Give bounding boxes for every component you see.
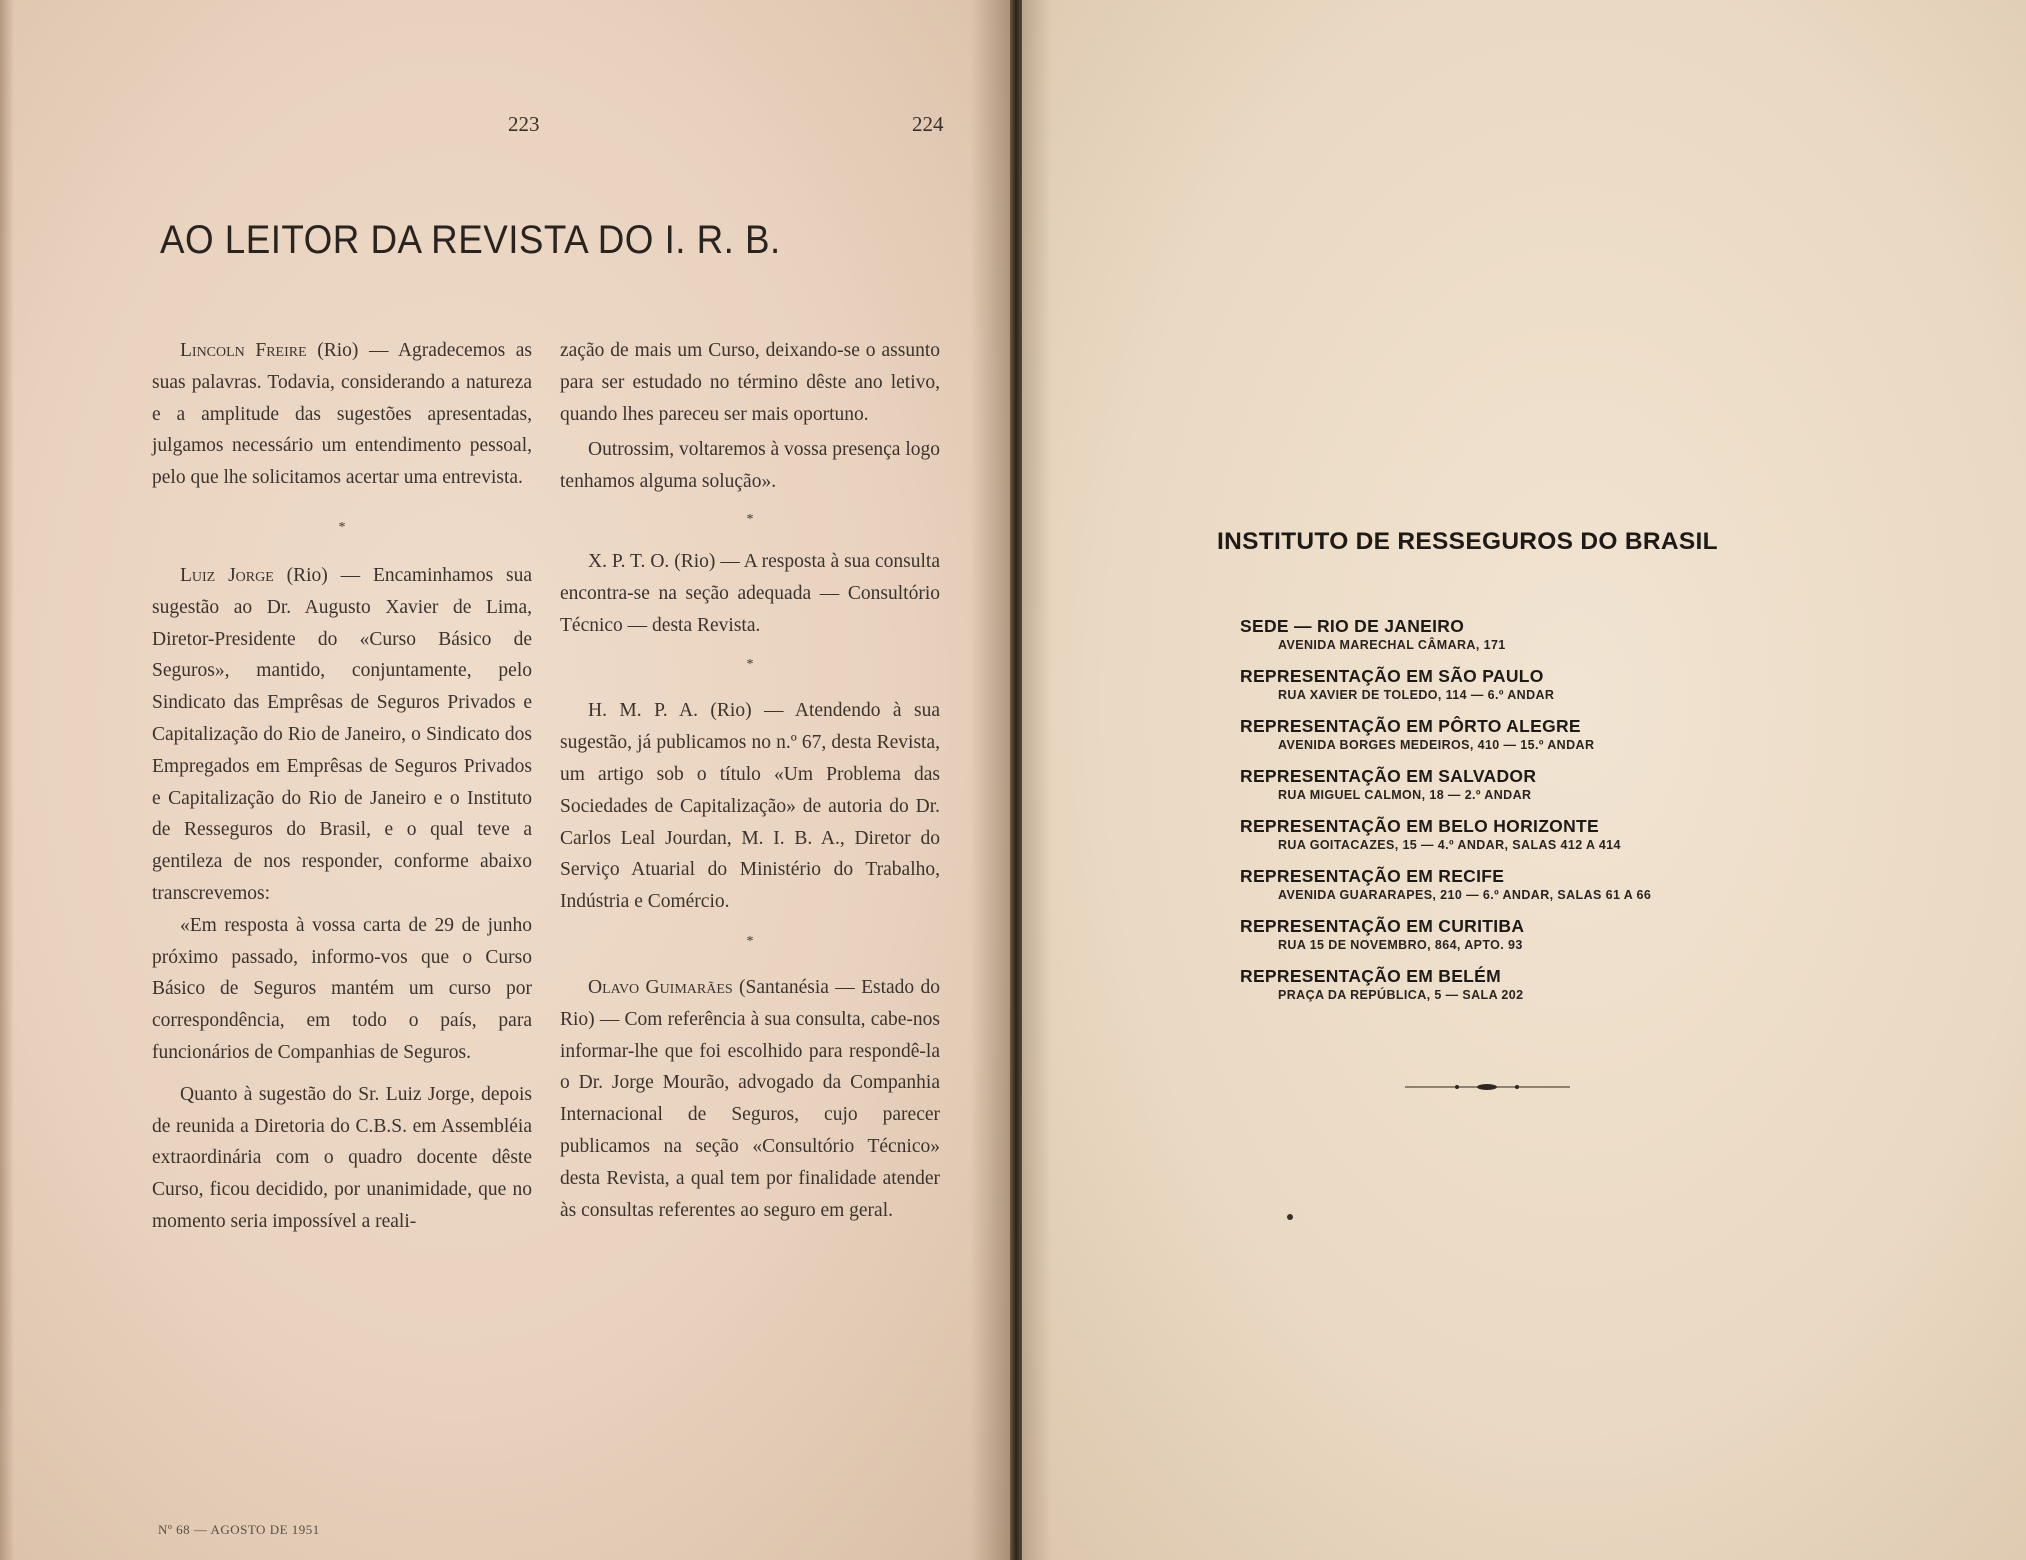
page-title: AO LEITOR DA REVISTA DO I. R. B.	[160, 218, 781, 262]
quoted-letter-paragraph: «Em resposta à vossa carta de 29 de junho próximo passado, informo-vos que o Curso Básico de Seguros mantém um curso por correspondência, em todo o país, para funcionários de Companhias de Seguros.	[152, 914, 532, 1063]
text-column-left	[152, 335, 532, 1238]
reply-lincoln-freire	[152, 335, 532, 494]
page-edge	[0, 0, 14, 1560]
office-entry	[1240, 666, 1780, 704]
office-address: AVENIDA GUARARAPES, 210 — 6.º ANDAR, SALAS 61 A 66	[1278, 888, 1652, 902]
office-list	[1240, 616, 1780, 1016]
left-page	[0, 0, 1010, 1560]
page-number-223: 223	[508, 112, 540, 136]
office-entry	[1240, 966, 1780, 1004]
reply-text: (Santanésia — Estado do Rio) — Com referência à sua consulta, cabe-nos informar-lhe que foi escolhido para respondê-la o Dr. Jorge Mourão, advogado da Companhia Internacional de Seguros, cujo parecer publicamos na seção «Consultório Técnico» desta Revista, a qual tem por finalidade atender às consultas referentes ao seguro em geral.	[560, 976, 940, 1221]
office-name: REPRESENTAÇÃO EM SÃO PAULO	[1240, 666, 1544, 686]
office-entry	[1240, 716, 1780, 754]
office-name: REPRESENTAÇÃO EM PÔRTO ALEGRE	[1240, 716, 1581, 736]
quoted-letter-closing: Outrossim, voltaremos à vossa presença logo tenhamos alguma solução».	[560, 439, 941, 493]
reply-hmpa: H. M. P. A. (Rio) — Atendendo à sua sugestão, já publicamos no n.º 67, desta Revista, um artigo sob o título «Um Problema das Sociedades de Capitalização» de autoria do Dr. Carlos Leal Jourdan, M. I. B. A., Diretor do Serviço Atuarial do Ministério do Trabalho, Indústria e Comércio.	[560, 700, 940, 913]
office-address: RUA MIGUEL CALMON, 18 — 2.º ANDAR	[1278, 788, 1532, 802]
reply-xpto: X. P. T. O. (Rio) — A resposta à sua consulta encontra-se na seção adequada — Consultório Técnico — desta Revista.	[560, 550, 940, 636]
text-column-right	[560, 335, 940, 1226]
reply-text: (Rio) — Encaminhamos sua sugestão ao Dr. Augusto Xavier de Lima, Diretor-Presidente do «Curso Básico de Seguros», mantido, conjuntamente, pelo Sindicato das Emprêsas de Seguros Privados e Capitalização do Rio de Janeiro, o Sindicato dos Empregados em Emprêsas de Seguros Privados e Capitalização do Rio de Janeiro e o Instituto de Resseguros do Brasil, e o qual teve a gentileza de nos responder, conforme abaixo transcrevemos:	[152, 564, 533, 904]
correspondent-name: Luiz Jorge	[180, 564, 274, 586]
office-name: REPRESENTAÇÃO EM CURITIBA	[1240, 916, 1525, 936]
office-address: AVENIDA MARECHAL CÂMARA, 171	[1278, 638, 1506, 652]
separator-asterisk: *	[746, 511, 754, 527]
separator-asterisk: *	[746, 657, 754, 673]
continued-paragraph: zação de mais um Curso, deixando-se o assunto para ser estudado no término dêste ano letivo, quando lhes pareceu ser mais oportuno.	[560, 340, 940, 425]
office-name: REPRESENTAÇÃO EM BELO HORIZONTE	[1240, 816, 1599, 836]
office-entry	[1240, 616, 1780, 654]
issue-footer: Nº 68 — AGOSTO DE 1951	[158, 1522, 320, 1537]
office-address: AVENIDA BORGES MEDEIROS, 410 — 15.º ANDAR	[1278, 738, 1595, 752]
office-address: RUA GOITACAZES, 15 — 4.º ANDAR, SALAS 412 A 414	[1278, 838, 1621, 852]
office-address: RUA XAVIER DE TOLEDO, 114 — 6.º ANDAR	[1278, 688, 1555, 702]
office-entry	[1240, 866, 1780, 904]
office-entry	[1240, 816, 1780, 854]
ink-dot-mark	[1287, 1214, 1293, 1220]
reply-olavo-guimaraes	[560, 972, 940, 1226]
office-name: REPRESENTAÇÃO EM SALVADOR	[1240, 766, 1537, 786]
office-entry	[1240, 916, 1780, 954]
separator-asterisk: *	[338, 519, 346, 535]
office-name: REPRESENTAÇÃO EM BELÉM	[1240, 966, 1502, 986]
book-gutter	[1010, 0, 1022, 1560]
reply-luiz-jorge	[152, 560, 532, 910]
office-name: SEDE — RIO DE JANEIRO	[1240, 616, 1465, 636]
correspondent-name: Lincoln Freire	[180, 340, 307, 361]
separator-asterisk: *	[746, 933, 754, 949]
office-entry	[1240, 766, 1780, 804]
ornamental-divider	[1405, 1081, 1570, 1093]
office-name: REPRESENTAÇÃO EM RECIFE	[1240, 866, 1505, 886]
quoted-letter-paragraph: Quanto à sugestão do Sr. Luiz Jorge, depois de reunida a Diretoria do C.B.S. em Assembléia extraordinária com o quadro docente dêste Curso, ficou decidido, por unanimidade, que no momento seria impossível a reali-	[152, 1083, 532, 1232]
page-number-224: 224	[912, 112, 944, 136]
office-address: PRAÇA DA REPÚBLICA, 5 — SALA 202	[1278, 988, 1524, 1002]
correspondent-name: Olavo Guimarães	[588, 976, 733, 998]
institute-title: INSTITUTO DE RESSEGUROS DO BRASIL	[1217, 528, 1718, 555]
reply-text: (Rio) — Agradecemos as suas palavras. Todavia, considerando a natureza e a amplitude das sugestões apresentadas, julgamos necessário um entendimento pessoal, pelo que lhe solicitamos acertar uma entrevista.	[152, 340, 532, 489]
office-address: RUA 15 DE NOVEMBRO, 864, APTO. 93	[1278, 938, 1523, 952]
